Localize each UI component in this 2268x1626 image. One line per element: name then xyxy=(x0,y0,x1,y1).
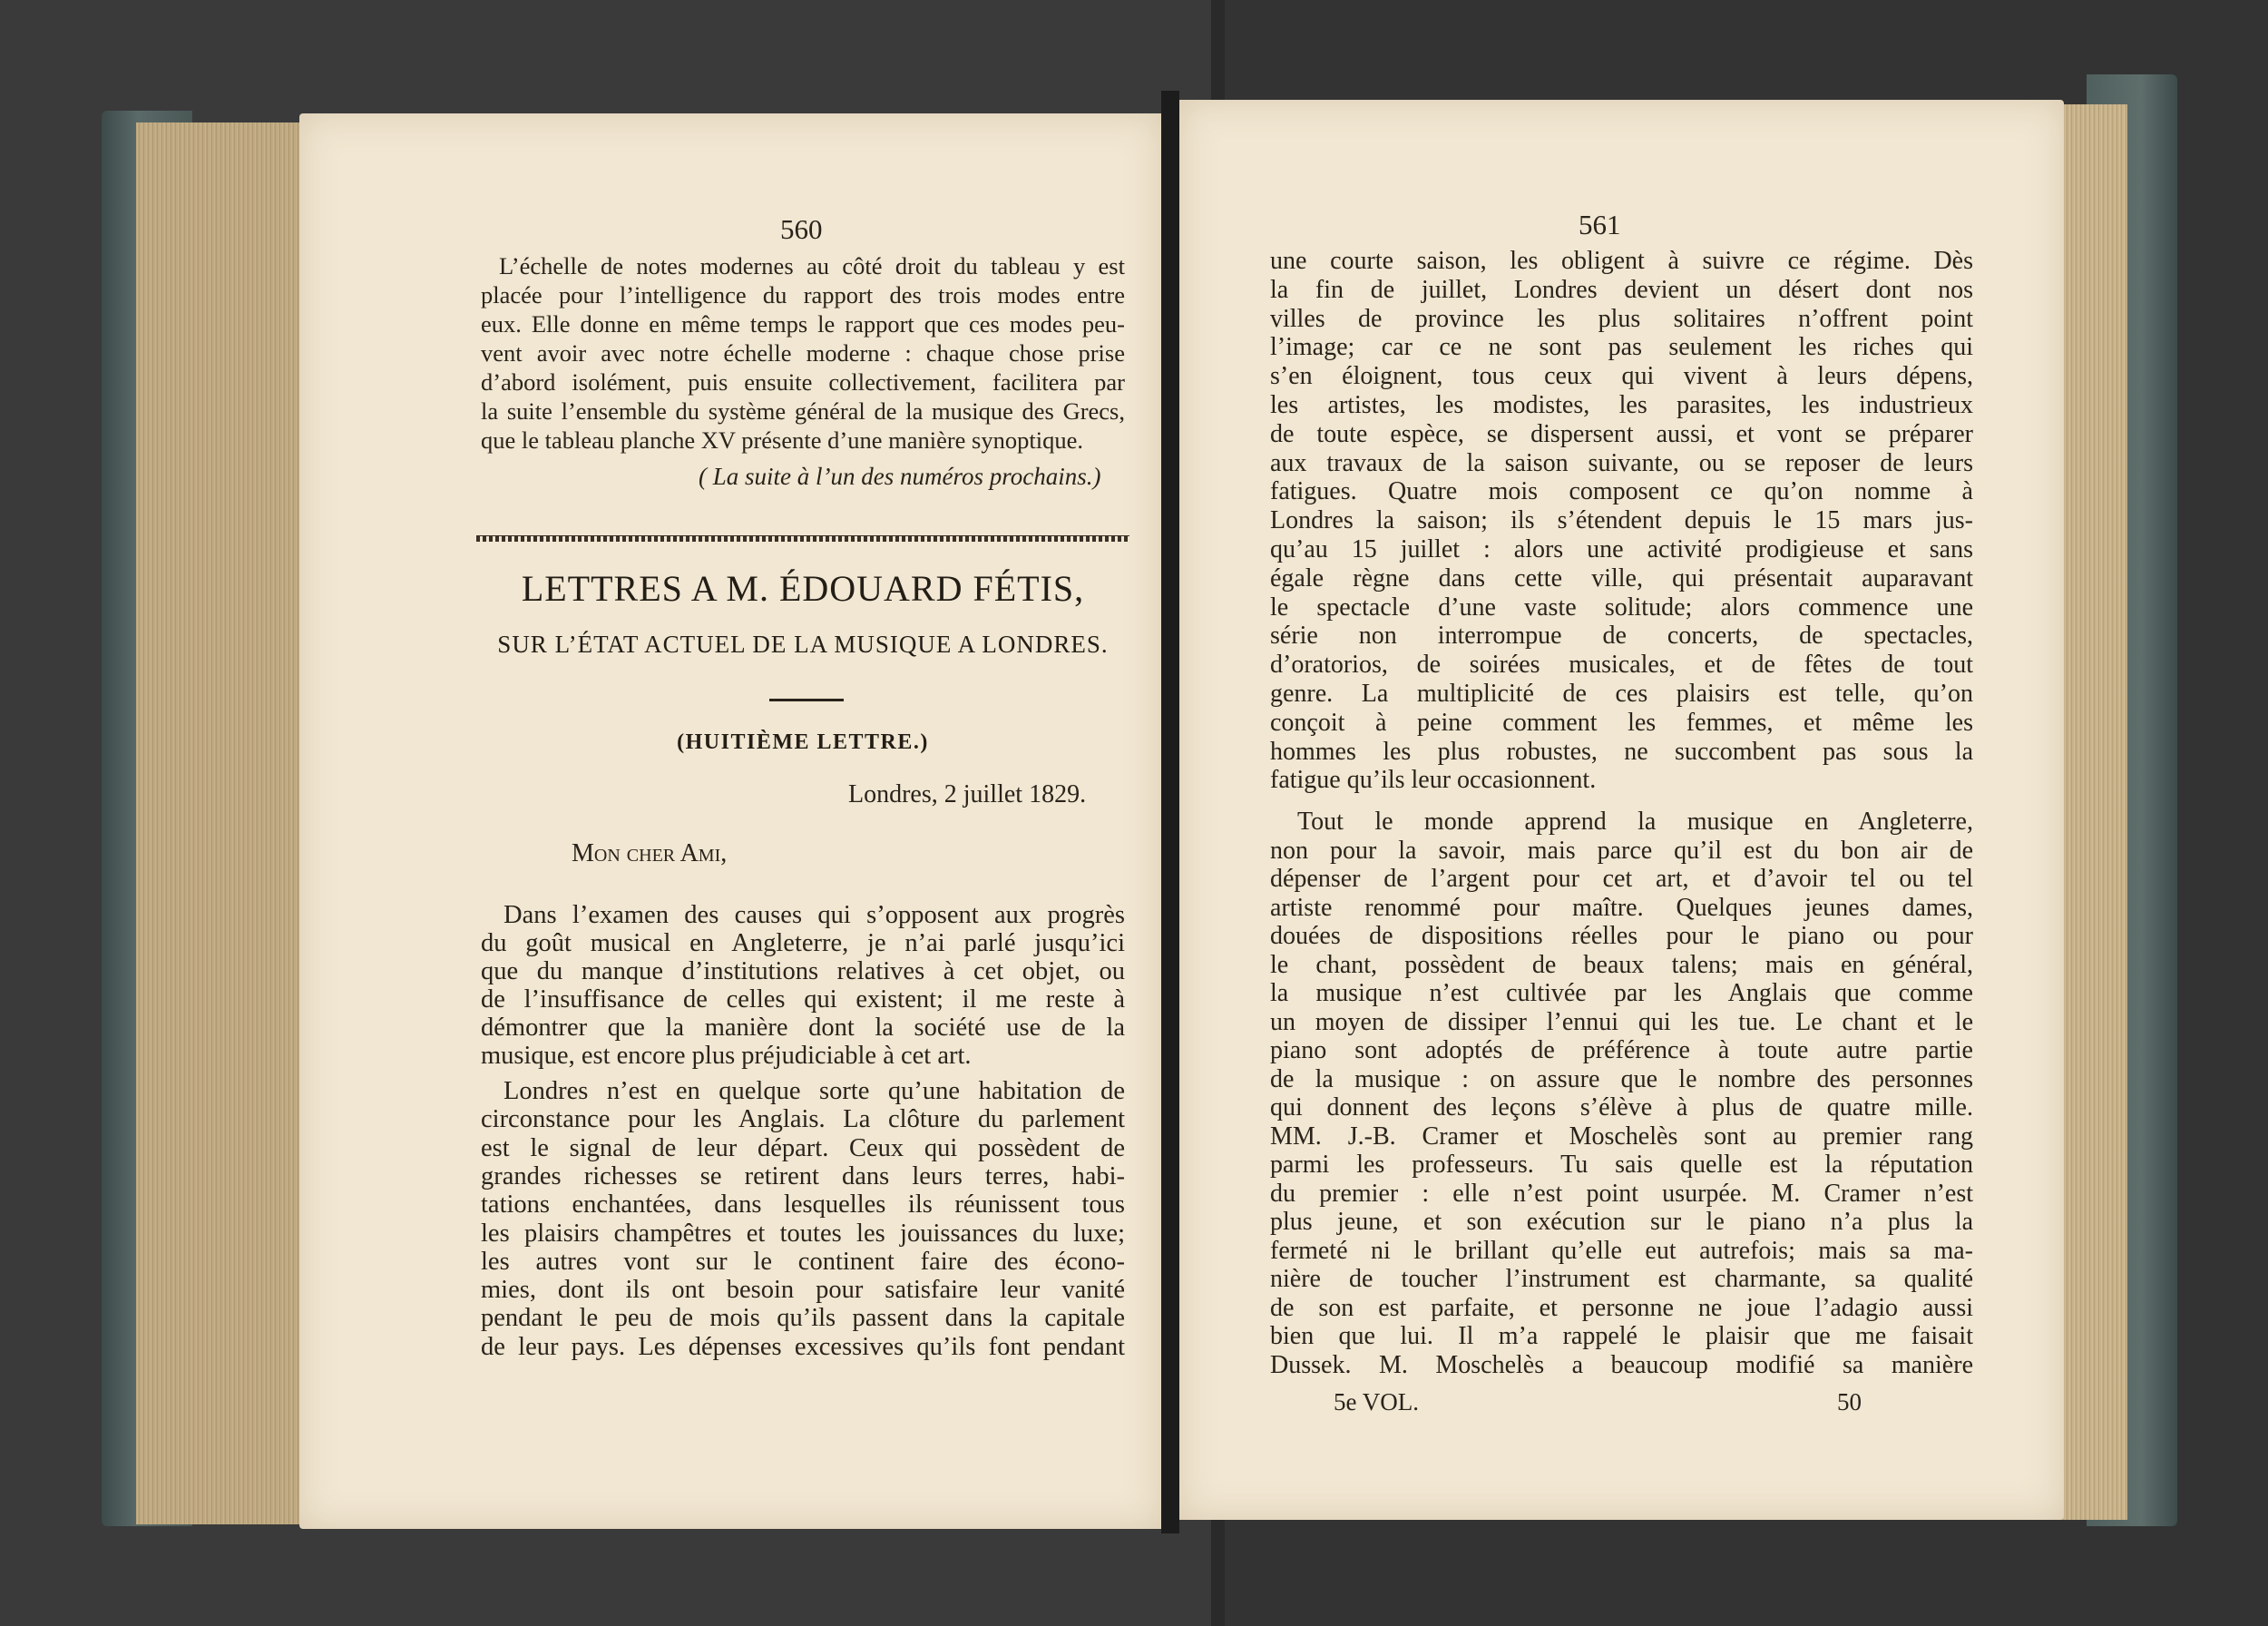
text-line: la fin de juillet, Londres devient un désert dont nos xyxy=(1270,275,1973,304)
text-line: pendant le peu de mois qu’ils passent dans la capitale xyxy=(481,1304,1125,1333)
text-line: que du manque d’institutions relatives à cet objet, ou xyxy=(481,957,1125,985)
text-line: mies, dont ils ont besoin pour satisfaire leur vanité xyxy=(481,1276,1125,1305)
text-line: les plaisirs champêtres et toutes les jouissances du luxe; xyxy=(481,1219,1125,1248)
text-line: de l’insuffisance de celles qui existent; il me reste à xyxy=(481,985,1125,1014)
text-line: le chant, possèdent de beaux talens; mais en général, xyxy=(1270,950,1973,979)
text-line: démontrer que la manière dont la société use de la xyxy=(481,1014,1125,1042)
title-rule xyxy=(769,699,844,701)
text-line: qu’au 15 juillet : alors une activité prodigieuse et sans xyxy=(1270,535,1973,563)
letter-number: (HUITIÈME LETTRE.) xyxy=(677,730,929,754)
text-line: d’oratorios, de soirées musicales, et de fêtes de tout xyxy=(1270,651,1973,680)
text-line: parmi les professeurs. Tu sais quelle est la réputation xyxy=(1270,1151,1973,1179)
text-line: douées de dispositions réelles pour le piano ou pour xyxy=(1270,922,1973,950)
text-line: du goût musical en Angleterre, je n’ai parlé jusqu’ici xyxy=(481,929,1125,957)
page-number: 561 xyxy=(1579,209,1621,240)
text-line: bien que lui. Il m’a rappelé le plaisir que me faisait xyxy=(1270,1322,1973,1350)
text-line: que le tableau planche XV présente d’une manière synoptique. xyxy=(481,426,1083,454)
left-page xyxy=(299,113,1161,1529)
text-line: le spectacle d’une vaste solitude; alors commence une xyxy=(1270,593,1973,622)
text-line: qui donnent des leçons s’élève à plus de quatre mille. xyxy=(1270,1093,1973,1122)
text-line: Londres n’est en quelque sorte qu’une habitation de xyxy=(503,1077,1125,1105)
text-line: d’abord isolément, puis ensuite collectivement, facilitera par xyxy=(481,368,1125,396)
text-line: la suite l’ensemble du système général de la musique des Grecs, xyxy=(481,397,1125,425)
article-title: LETTRES A M. ÉDOUARD FÉTIS, xyxy=(521,568,1085,609)
page-edges-right xyxy=(2059,104,2127,1520)
text-line: fatigue qu’ils leur occasionnent. xyxy=(1270,766,1597,795)
text-line: non pour la savoir, mais parce qu’il est du bon air de xyxy=(1270,836,1973,865)
text-line: artiste renommé pour maître. Quelques jeunes dames, xyxy=(1270,893,1973,922)
text-line: circonstance pour les Anglais. La clôture du parlement xyxy=(481,1105,1125,1134)
text-line: de toute espèce, se dispersent aussi, et vont se préparer xyxy=(1270,419,1973,448)
text-line: une courte saison, les obligent à suivre ce régime. Dès xyxy=(1270,247,1973,275)
text-line: fermeté ni le brillant qu’elle eut autrefois; mais sa ma- xyxy=(1270,1236,1973,1265)
gathering-number: 50 xyxy=(1837,1388,1862,1415)
text-line: un moyen de dissiper l’ennui qui les tue. Le chant et le xyxy=(1270,1007,1973,1036)
text-line: aux travaux de la saison suivante, ou se reposer de leurs xyxy=(1270,448,1973,477)
text-line: Dussek. M. Moschelès a beaucoup modifié sa manière xyxy=(1270,1350,1973,1379)
text-line: L’échelle de notes modernes au côté droit du tableau y est xyxy=(499,252,1125,279)
section-divider xyxy=(476,535,1129,542)
text-line: Londres la saison; ils s’étendent depuis le 15 mars jus- xyxy=(1270,506,1973,535)
text-line: fatigues. Quatre mois composent ce qu’on nomme à xyxy=(1270,477,1973,506)
text-line: de son est parfaite, et personne ne joue l’adagio aussi xyxy=(1270,1293,1973,1322)
text-line: hommes les plus robustes, ne succombent pas sous la xyxy=(1270,737,1973,766)
text-line: l’image; car ce ne sont pas seulement les riches qui xyxy=(1270,333,1973,362)
page-number: 560 xyxy=(780,213,823,245)
text-line: plus jeune, et son exécution sur le piano n’a plus la xyxy=(1270,1208,1973,1236)
right-page xyxy=(1179,100,2064,1520)
text-line: musique, est encore plus préjudiciable à cet art. xyxy=(481,1042,972,1070)
text-line: villes de province les plus solitaires n’offrent point xyxy=(1270,304,1973,333)
text-line: piano sont adoptés de préférence à toute autre partie xyxy=(1270,1036,1973,1064)
text-line: dépenser de l’argent pour cet art, et d’avoir tel ou tel xyxy=(1270,865,1973,893)
text-line: eux. Elle donne en même temps le rapport que ces modes peu- xyxy=(481,310,1125,338)
text-line: Dans l’examen des causes qui s’opposent aux progrès xyxy=(503,901,1125,929)
salutation: Mon cher Ami, xyxy=(572,839,728,867)
text-line: s’en éloignent, tous ceux qui vivent à leurs dépens, xyxy=(1270,362,1973,391)
text-line: série non interrompue de concerts, de spectacles, xyxy=(1270,622,1973,651)
text-line: grandes richesses se retirent dans leurs terres, habi- xyxy=(481,1161,1125,1190)
text-line: est le signal de leur départ. Ceux qui possèdent de xyxy=(481,1133,1125,1162)
text-line: vent avoir avec notre échelle moderne : chaque chose prise xyxy=(481,339,1125,367)
page-edges-left xyxy=(136,122,308,1524)
text-line: nière de toucher l’instrument est charmante, sa qualité xyxy=(1270,1265,1973,1293)
text-line: du premier : elle n’est point usurpée. M. Cramer n’est xyxy=(1270,1179,1973,1208)
text-line: placée pour l’intelligence du rapport des trois modes entre xyxy=(481,281,1125,309)
continuation-note: ( La suite à l’un des numéros prochains.) xyxy=(699,463,1101,490)
text-line: genre. La multiplicité de ces plaisirs est telle, qu’on xyxy=(1270,680,1973,708)
text-line: la musique n’est cultivée par les Anglais que comme xyxy=(1270,979,1973,1007)
article-subtitle: SUR L’ÉTAT ACTUEL DE LA MUSIQUE A LONDRES. xyxy=(497,631,1109,658)
text-line: les autres vont sur le continent faire des écono- xyxy=(481,1247,1125,1276)
text-line: conçoit à peine comment les femmes, et même les xyxy=(1270,708,1973,737)
signature-mark: 5e VOL. xyxy=(1334,1388,1419,1415)
book-gutter xyxy=(1161,91,1179,1533)
text-line: égale règne dans cette ville, qui présentait auparavant xyxy=(1270,563,1973,593)
text-line: de leur pays. Les dépenses excessives qu’ils font pendant xyxy=(481,1332,1125,1361)
text-line: les artistes, les modistes, les parasites, les industrieux xyxy=(1270,391,1973,419)
text-line: de la musique : on assure que le nombre des personnes xyxy=(1270,1064,1973,1093)
dateline: Londres, 2 juillet 1829. xyxy=(848,780,1087,808)
text-line: MM. J.-B. Cramer et Moschelès sont au premier rang xyxy=(1270,1122,1973,1151)
text-line: tations enchantées, dans lesquelles ils réunissent tous xyxy=(481,1190,1125,1220)
text-line: Tout le monde apprend la musique en Angleterre, xyxy=(1297,808,1973,836)
